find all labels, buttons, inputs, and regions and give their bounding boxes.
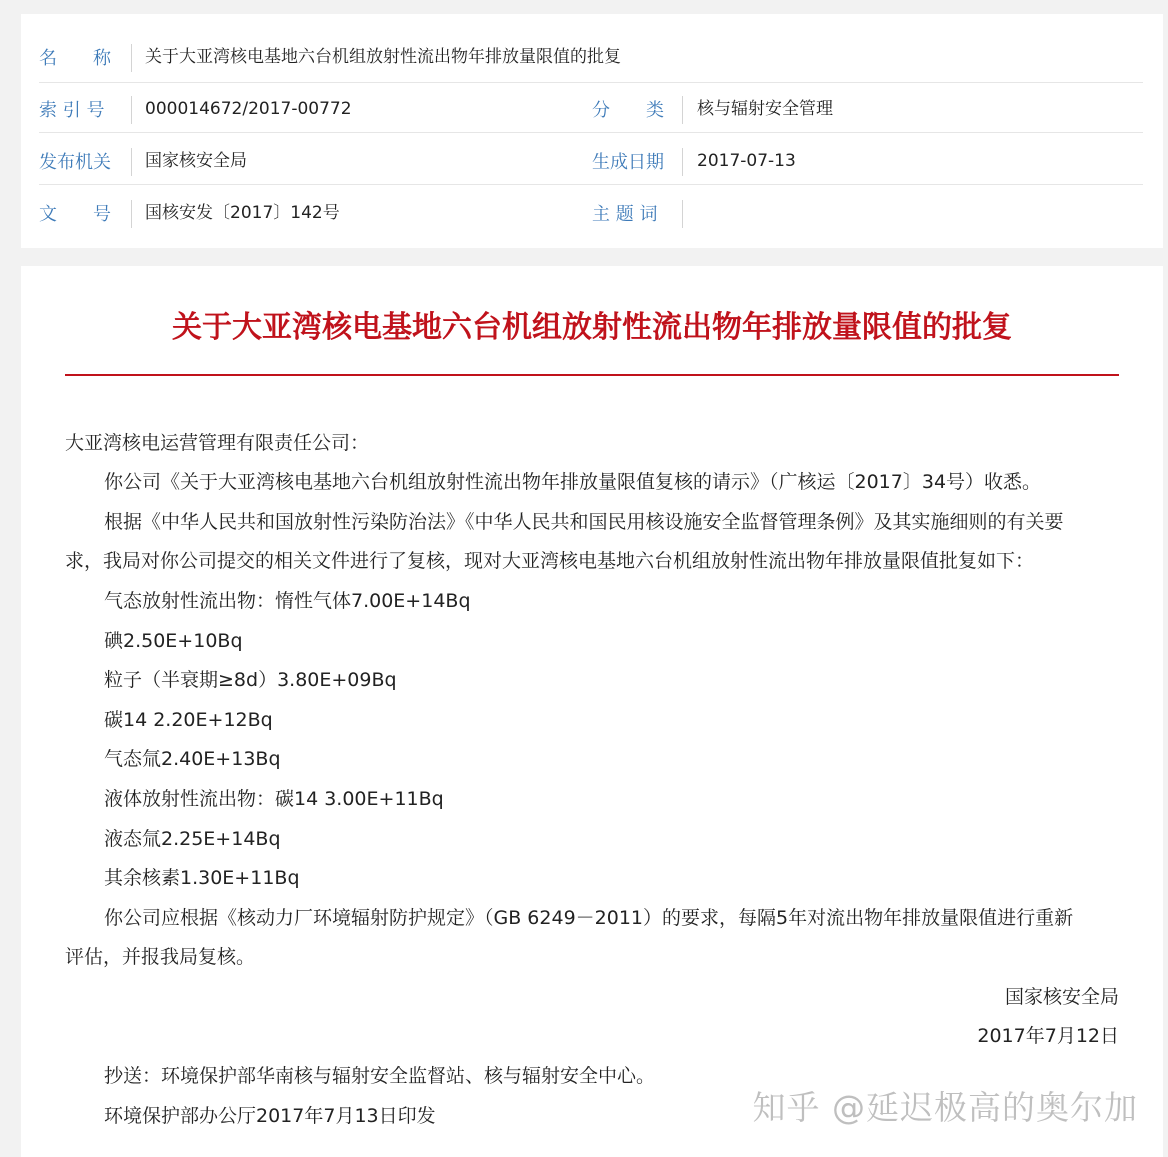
document-body: [21, 266, 1163, 1157]
paragraph-3-line-2: 评估，并报我局复核。: [65, 946, 256, 968]
limit-item: 碳14 2.20E+12Bq: [104, 709, 273, 731]
divider: [131, 148, 132, 176]
publisher-label: 发布机关: [39, 152, 111, 173]
cc-line: 抄送：环境保护部华南核与辐射安全监督站、核与辐射安全中心。: [104, 1065, 656, 1087]
divider: [131, 44, 132, 72]
paragraph-2-line-2: 求，我局对你公司提交的相关文件进行了复核，现对大亚湾核电基地六台机组放射性流出物年排放量限值批复如下：: [65, 550, 1035, 572]
paragraph-2-line-1: 根据《中华人民共和国放射性污染防治法》《中华人民共和国民用核设施安全监督管理条例》及其实施细则的有关要: [104, 511, 1064, 533]
limit-item: 其余核素1.30E+11Bq: [104, 867, 300, 889]
docno-value: 国核安发〔2017〕142号: [145, 203, 340, 223]
category-label: 分 类: [592, 100, 664, 121]
limit-item: 液体放射性流出物：碳14 3.00E+11Bq: [104, 788, 444, 810]
paragraph-1: 你公司《关于大亚湾核电基地六台机组放射性流出物年排放量限值复核的请示》（广核运〔2017〕34号）收悉。: [104, 471, 1042, 493]
name-label: 名 称: [39, 48, 111, 69]
zhihu-watermark: 知乎 @延迟极高的奥尔加: [752, 1088, 1138, 1127]
category-value: 核与辐射安全管理: [697, 99, 833, 119]
divider: [131, 200, 132, 228]
index-value: 000014672/2017-00772: [145, 99, 352, 119]
divider: [682, 148, 683, 176]
paragraph-3-line-1: 你公司应根据《核动力厂环境辐射防护规定》（GB 6249－2011）的要求，每隔5年对流出物年排放量限值进行重新: [104, 907, 1074, 929]
meta-row-docno: [39, 192, 1143, 236]
divider: [682, 96, 683, 124]
meta-row-name: [39, 38, 1143, 83]
divider: [131, 96, 132, 124]
docno-label: 文 号: [39, 204, 111, 225]
meta-row-index: [39, 88, 1143, 133]
index-label: 索 引 号: [39, 100, 105, 121]
title-rule: [65, 374, 1119, 376]
limit-item: 气态放射性流出物：惰性气体7.00E+14Bq: [104, 590, 471, 612]
document-metadata-panel: [21, 14, 1163, 248]
date-value: 2017-07-13: [697, 151, 796, 171]
meta-row-publisher: [39, 140, 1143, 185]
limit-item: 粒子（半衰期≥8d）3.80E+09Bq: [104, 669, 397, 691]
sign-date: 2017年7月12日: [977, 1025, 1119, 1047]
limit-item: 气态氚2.40E+13Bq: [104, 748, 281, 770]
document-title: 关于大亚湾核电基地六台机组放射性流出物年排放量限值的批复: [172, 310, 1012, 345]
salutation: 大亚湾核电运营管理有限责任公司：: [65, 432, 370, 454]
name-value: 关于大亚湾核电基地六台机组放射性流出物年排放量限值的批复: [145, 47, 621, 67]
publisher-value: 国家核安全局: [145, 151, 247, 171]
limit-item: 液态氚2.25E+14Bq: [104, 828, 281, 850]
keywords-label: 主 题 词: [592, 204, 658, 225]
date-label: 生成日期: [592, 152, 664, 173]
signature: 国家核安全局: [1004, 986, 1119, 1008]
limit-item: 碘2.50E+10Bq: [104, 630, 243, 652]
issued-line: 环境保护部办公厅2017年7月13日印发: [104, 1105, 436, 1127]
divider: [682, 200, 683, 228]
